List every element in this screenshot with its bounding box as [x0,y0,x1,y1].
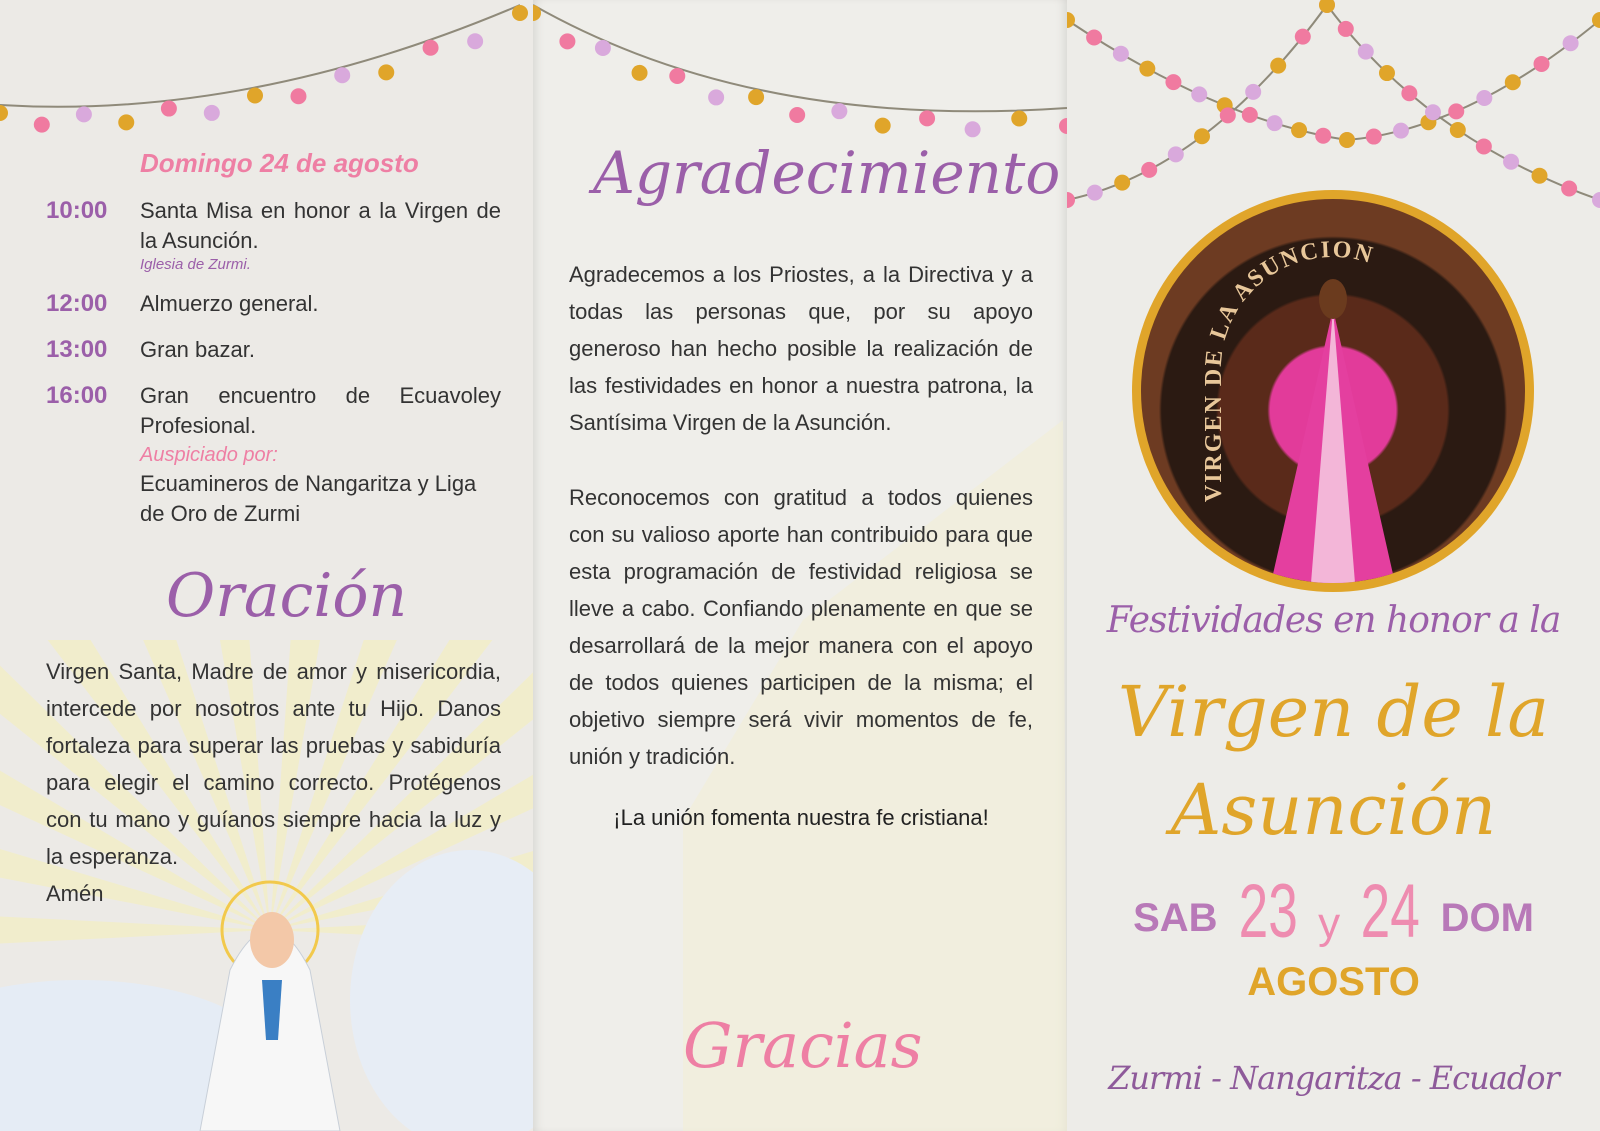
bead [378,64,394,80]
motto: ¡La unión fomenta nuestra fe cristiana! [613,805,989,830]
bead [1592,192,1600,208]
bead [1563,35,1579,51]
bead [1194,128,1210,144]
bead [467,33,483,49]
bead [533,5,541,21]
bead [789,107,805,123]
bead [1242,107,1258,123]
desc: Gran encuentro de Ecuavoley Profesional. [140,383,501,438]
thanks-section [569,256,1033,831]
day-23: 23 [1238,869,1298,954]
bead [34,117,50,133]
bead [559,33,575,49]
bead [0,105,8,121]
cover-panel [1067,0,1600,1131]
bead [831,103,847,119]
bead [334,67,350,83]
garland-decoration [1067,0,1600,220]
schedule-item [46,289,501,319]
bead [595,40,611,56]
bead [1086,30,1102,46]
bead [1059,118,1067,134]
bead [1291,122,1307,138]
location: Zurmi - Nangaritza - Ecuador [1108,1059,1559,1097]
day-sab: SAB [1133,896,1218,940]
day-24: 24 [1360,869,1420,954]
bead [1450,122,1466,138]
bead [1401,85,1417,101]
thanks-panel [533,0,1067,1131]
bead [708,89,724,105]
time: 16:00 [46,382,108,409]
prayer-amen: Amén [46,881,104,906]
bead [1505,74,1521,90]
bead [1295,29,1311,45]
schedule-panel [0,0,533,1131]
bead [1220,107,1236,123]
bead [1114,175,1130,191]
bead [1267,115,1283,131]
time: 13:00 [46,336,108,363]
niche-text: VIRGEN DE LA ASUNCION [1200,236,1377,503]
month: AGOSTO [1247,960,1420,1004]
schedule-item [46,381,501,529]
bead [1358,44,1374,60]
bead [1168,146,1184,162]
thanks-title: Agradecimiento [593,139,1061,207]
note: Auspiciado por: [140,444,278,466]
bead [1067,192,1075,208]
virgin-statue-photo [1132,190,1534,592]
bead [1245,84,1261,100]
bead [1315,128,1331,144]
schedule-date: Domingo 24 de agosto [140,148,419,178]
bead [875,118,891,134]
bead [1366,129,1382,145]
prayer-title: Oración [166,561,408,631]
garland-decoration [0,0,533,150]
thanks-paragraph-1: Agradecemos a los Priostes, a la Directiva y a todas las personas que, por su apoyo generoso han hecho posible la realización de las festividades en honor a nuestra patrona, la Santísima Virgen de la Asunción. [569,262,1033,435]
prayer-section [46,562,501,912]
bead [1393,123,1409,139]
note: Iglesia de Zurmi. [140,256,251,273]
bead [1561,180,1577,196]
desc: Gran bazar. [140,337,255,362]
bead [1476,138,1492,154]
bead [1532,168,1548,184]
bead [204,105,220,121]
cover-title-line1: Virgen de la [1117,671,1550,753]
cover-subtitle: Festividades en honor a la [1106,600,1561,641]
bead [1425,104,1441,120]
bead [161,101,177,117]
bead [247,88,263,104]
garland-decoration [533,0,1067,150]
schedule-item [46,335,501,365]
bead [423,40,439,56]
bead [290,88,306,104]
bead [1011,111,1027,127]
bead [1087,185,1103,201]
bead [1191,86,1207,102]
bead [748,89,764,105]
sponsors: Ecuamineros de Nangaritza y Liga de Oro de Zurmi [140,471,477,526]
bead [76,106,92,122]
bead [1379,65,1395,81]
bead [512,5,528,21]
bead [965,121,981,137]
event-dates [1067,869,1600,954]
schedule-item [46,196,501,273]
bead [1503,154,1519,170]
bead [118,114,134,130]
bead [1534,56,1550,72]
prayer-text: Virgen Santa, Madre de amor y misericordia, intercede por nosotros ante tu Hijo. Danos fortaleza para superar las pruebas y sabiduría para elegir el camino correcto. Protégenos con tu mano y guíanos siempre hacia la luz y la esperanza. [46,659,501,869]
bead [669,68,685,84]
gracias-title: Gracias [683,1009,923,1082]
bead [1338,21,1354,37]
bead [1165,74,1181,90]
bead [632,65,648,81]
bead [1139,61,1155,77]
cover-title-line2: Asunción [1170,769,1497,851]
schedule-list [46,196,501,529]
bead [1141,162,1157,178]
bead [1476,90,1492,106]
time: 10:00 [46,197,108,224]
desc: Santa Misa en honor a la Virgen de la Asunción. [140,198,501,253]
bead [1113,46,1129,62]
desc: Almuerzo general. [140,291,319,316]
thanks-paragraph-2: Reconocemos con gratitud a todos quienes con su valioso aporte han contribuido para que esta programación de festividad religiosa se lleve a cabo. Confiando plenamente en que se desarrollará de la mejor manera con el apoyo de todos quienes participen de la misma; el objetivo siempre será vivir momentos de fe, unión y tradición. [569,485,1033,769]
bead [1448,103,1464,119]
bead [1270,58,1286,74]
conjunction: y [1318,899,1341,948]
bead [919,110,935,126]
day-dom: DOM [1440,896,1534,940]
time: 12:00 [46,290,108,317]
bead [1339,132,1355,148]
